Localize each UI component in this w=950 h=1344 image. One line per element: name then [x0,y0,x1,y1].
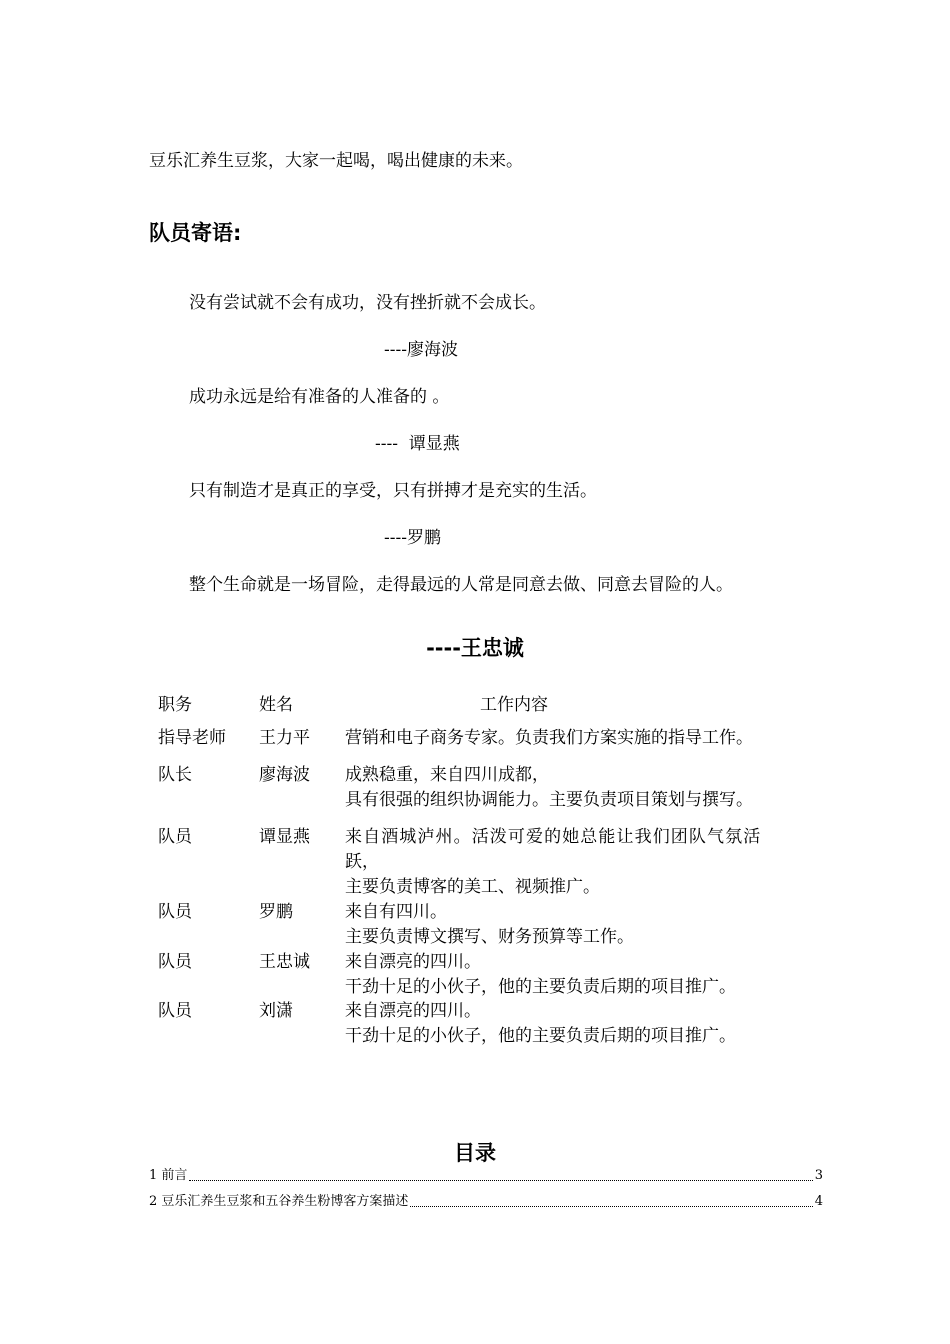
toc-entry-page: 3 [814,1168,823,1183]
table-cell-role: 指导老师 [158,728,226,748]
message-author: ----廖海波 [384,340,458,360]
table-cell-name: 谭显燕 [259,827,310,847]
intro-line: 豆乐汇养生豆浆，大家一起喝，喝出健康的未来。 [149,151,523,171]
table-cell-content: 主要负责博客的美工、视频推广。 [345,877,600,897]
table-cell-content: 成熟稳重，来自四川成都， [345,765,549,785]
table-cell-content: 来自漂亮的四川。 [345,952,481,972]
message-text: 整个生命就是一场冒险，走得最远的人常是同意去做、同意去冒险的人。 [189,575,733,595]
message-author-highlight: ----王忠诚 [426,636,524,660]
table-cell-name: 罗鹏 [259,902,293,922]
toc-entry-title: 2 豆乐汇养生豆浆和五谷养生粉博客方案描述 [149,1194,409,1209]
table-cell-content: 主要负责博文撰写、财务预算等工作。 [345,927,634,947]
messages-heading: 队员寄语: [149,221,242,245]
table-cell-content: 具有很强的组织协调能力。主要负责项目策划与撰写。 [345,790,753,810]
toc-leader-dots [189,1180,812,1181]
table-cell-name: 廖海波 [259,765,310,785]
table-cell-content: 干劲十足的小伙子，他的主要负责后期的项目推广。 [345,1026,736,1046]
message-author: ----罗鹏 [384,528,441,548]
table-cell-content: 跃， [345,852,379,872]
message-author: ---- 谭显燕 [375,434,460,454]
message-text: 只有制造才是真正的享受，只有拼搏才是充实的生活。 [189,481,597,501]
table-cell-role: 队员 [158,902,192,922]
table-cell-name: 王忠诚 [259,952,310,972]
toc-entry-page: 4 [814,1194,823,1209]
table-cell-content: 干劲十足的小伙子，他的主要负责后期的项目推广。 [345,977,736,997]
table-cell-content: 来自有四川。 [345,902,447,922]
toc-entry-title: 1 前言 [149,1168,188,1183]
table-cell-role: 队长 [158,765,192,785]
message-text: 没有尝试就不会有成功，没有挫折就不会成长。 [189,293,546,313]
table-header-content: 工作内容 [480,695,548,715]
toc-entry[interactable] [149,1194,823,1210]
message-text: 成功永远是给有准备的人准备的 。 [189,387,450,407]
table-header-name: 姓名 [259,695,293,715]
table-cell-content: 营销和电子商务专家。负责我们方案实施的指导工作。 [345,728,753,748]
table-cell-name: 刘潇 [259,1001,293,1021]
table-cell-role: 队员 [158,952,192,972]
toc-title: 目录 [454,1141,496,1165]
table-header-role: 职务 [158,695,192,715]
table-cell-name: 王力平 [259,728,310,748]
table-cell-content: 来自酒城泸州。活泼可爱的她总能让我们团队气氛活 [345,827,762,847]
table-cell-content: 来自漂亮的四川。 [345,1001,481,1021]
table-cell-role: 队员 [158,1001,192,1021]
table-cell-role: 队员 [158,827,192,847]
toc-leader-dots [410,1206,812,1207]
toc-entry[interactable] [149,1168,823,1184]
